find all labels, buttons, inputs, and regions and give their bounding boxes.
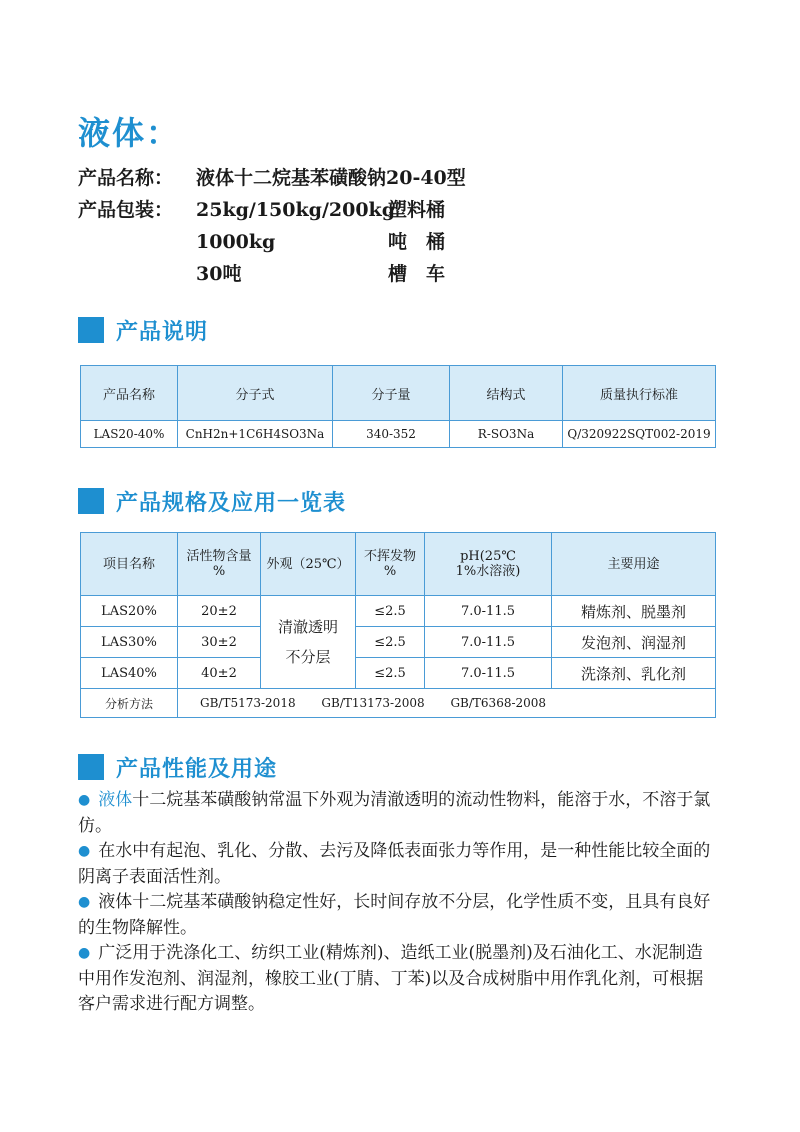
table-row	[81, 421, 716, 448]
bullet-text: 液体十二烷基苯磺酸钠稳定性好，长时间存放不分层，化学性质不变，且具有良好的生物降解性。	[78, 892, 711, 938]
standard-item: GB/T6368-2008	[450, 696, 547, 710]
appearance-line: 不分层	[285, 648, 331, 666]
table-header: 分子式	[178, 366, 333, 421]
table-cell: ≤2.5	[356, 596, 425, 627]
packaging-type: 吨 桶	[388, 231, 446, 253]
list-item	[78, 839, 718, 890]
table-header: 活性物含量 %	[178, 533, 261, 596]
table-cell: 精炼剂、脱墨剂	[552, 596, 716, 627]
table-cell: 洗涤剂、乳化剂	[552, 658, 716, 689]
table-cell: 30±2	[178, 627, 261, 658]
standard-item: GB/T5173-2018	[200, 696, 296, 710]
table-row	[81, 596, 716, 627]
table-header: 质量执行标准	[563, 366, 716, 421]
product-description-table	[80, 365, 716, 448]
list-item	[78, 890, 718, 941]
bullet-text: 十二烷基苯磺酸钠常温下外观为清澈透明的流动性物料，能溶于水，不溶于氯仿。	[78, 790, 711, 836]
packaging-type: 槽 车	[388, 263, 446, 285]
table-row	[81, 627, 716, 658]
product-name-value: 液体十二烷基苯磺酸钠20-40型	[196, 167, 466, 189]
table-row	[81, 658, 716, 689]
table-cell: ≤2.5	[356, 627, 425, 658]
section-square-icon	[78, 317, 104, 343]
table-row	[81, 689, 716, 718]
list-item	[78, 941, 718, 1017]
table-cell: 40±2	[178, 658, 261, 689]
section-title: 产品规格及应用一览表	[116, 490, 347, 516]
table-header: 结构式	[450, 366, 563, 421]
bullet-icon: ●	[78, 894, 91, 910]
packaging-qty: 1000kg	[196, 231, 276, 253]
table-cell: R-SO3Na	[450, 421, 563, 448]
performance-list	[78, 788, 718, 1017]
list-item	[78, 788, 718, 839]
analysis-standards	[178, 689, 716, 718]
table-cell: CnH2n+1C6H4SO3Na	[178, 421, 333, 448]
table-cell: Q/320922SQT002-2019	[563, 421, 716, 448]
analysis-label: 分析方法	[81, 689, 178, 718]
table-header: 主要用途	[552, 533, 716, 596]
bullet-icon: ●	[78, 792, 91, 808]
table-header: 分子量	[333, 366, 450, 421]
page-title: 液体：	[78, 114, 181, 152]
packaging-qty: 25kg/150kg/200kg	[196, 199, 395, 221]
packaging-qty: 30吨	[196, 263, 242, 285]
table-header: pH(25℃ 1%水溶液)	[425, 533, 552, 596]
product-name-label: 产品名称：	[78, 167, 174, 189]
packaging-label: 产品包装：	[78, 199, 174, 221]
table-header: 产品名称	[81, 366, 178, 421]
section-square-icon	[78, 488, 104, 514]
bullet-text: 在水中有起泡、乳化、分散、去污及降低表面张力等作用，是一种性能比较全面的阴离子表面活性剂。	[78, 841, 711, 887]
section-square-icon	[78, 754, 104, 780]
section-heading-performance	[78, 752, 277, 782]
table-cell: 7.0-11.5	[425, 658, 552, 689]
table-cell: ≤2.5	[356, 658, 425, 689]
table-header: 不挥发物 %	[356, 533, 425, 596]
table-cell: 340-352	[333, 421, 450, 448]
bullet-text: 广泛用于洗涤化工、纺织工业(精炼剂)、造纸工业(脱墨剂)及石油化工、水泥制造中用作发泡剂、润湿剂，橡胶工业(丁腈、丁苯)以及合成树脂中用作乳化剂，可根据客户需求进行配方调整。	[78, 943, 704, 1014]
table-cell: LAS20-40%	[81, 421, 178, 448]
table-cell: 7.0-11.5	[425, 627, 552, 658]
section-title: 产品性能及用途	[116, 756, 278, 782]
section-heading-description	[78, 315, 208, 345]
table-header: 项目名称	[81, 533, 178, 596]
highlight-text: 液体	[98, 790, 133, 810]
appearance-line: 清澈透明	[277, 618, 338, 636]
section-heading-specs	[78, 486, 346, 516]
bullet-icon: ●	[78, 945, 91, 961]
table-cell: LAS40%	[81, 658, 178, 689]
spec-table	[80, 532, 716, 718]
table-cell: LAS30%	[81, 627, 178, 658]
table-cell: 20±2	[178, 596, 261, 627]
table-cell: 7.0-11.5	[425, 596, 552, 627]
appearance-cell	[261, 596, 356, 689]
section-title: 产品说明	[116, 319, 209, 345]
standard-item: GB/T13173-2008	[321, 696, 425, 710]
table-header: 外观（25℃）	[261, 533, 356, 596]
packaging-type: 塑料桶	[388, 199, 446, 221]
table-cell: LAS20%	[81, 596, 178, 627]
bullet-icon: ●	[78, 843, 91, 859]
table-cell: 发泡剂、润湿剂	[552, 627, 716, 658]
